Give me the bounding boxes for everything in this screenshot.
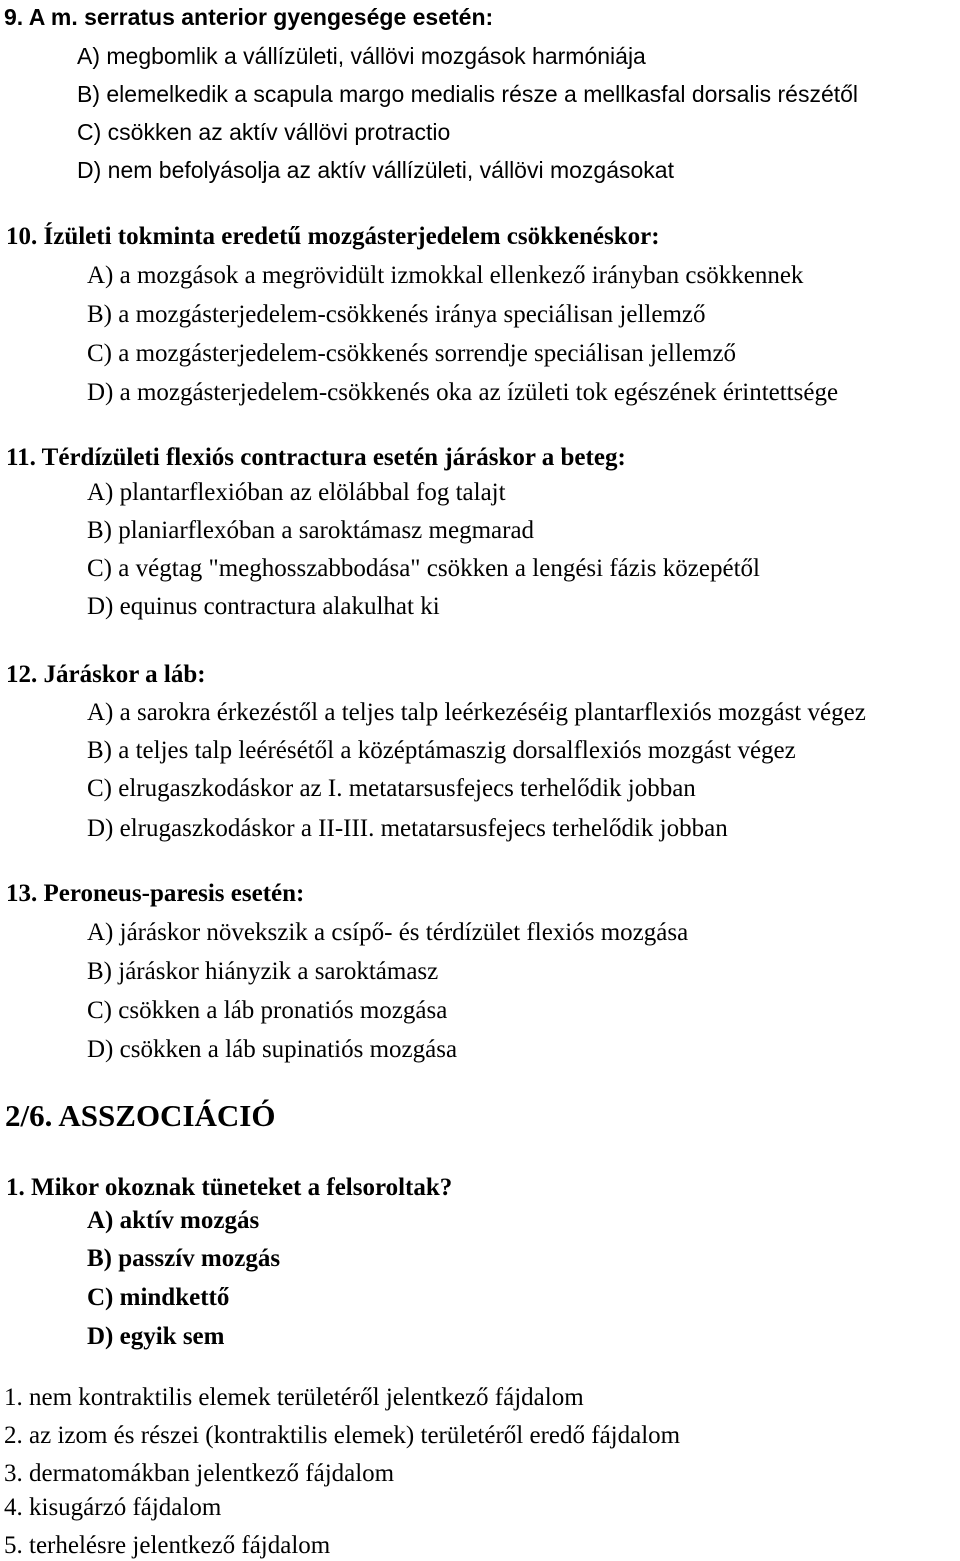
question-9-option-b: B) elemelkedik a scapula margo medialis része a mellkasfal dorsalis részétől [77, 81, 859, 107]
question-9-title: 9. A m. serratus anterior gyengesége esetén: [4, 4, 494, 30]
question-11-option-d: D) equinus contractura alakulhat ki [87, 593, 440, 620]
question-10-option-b: B) a mozgásterjedelem-csökkenés iránya speciálisan jellemző [87, 301, 706, 328]
question-10-option-c: C) a mozgásterjedelem-csökkenés sorrendje speciálisan jellemző [87, 340, 737, 367]
association-1-title: 1. Mikor okoznak tüneteket a felsoroltak? [6, 1174, 453, 1201]
question-12-option-c: C) elrugaszkodáskor az I. metatarsusfejecs terhelődik jobban [87, 775, 696, 802]
association-1-item: 5. terhelésre jelentkező fájdalom [4, 1532, 331, 1559]
question-12-title: 12. Járáskor a láb: [6, 661, 206, 688]
question-13-option-c: C) csökken a láb pronatiós mozgása [87, 997, 448, 1024]
question-13-title: 13. Peroneus-paresis esetén: [6, 880, 305, 907]
association-1-item: 3. dermatomákban jelentkező fájdalom [4, 1460, 395, 1487]
question-10-option-a: A) a mozgások a megrövidült izmokkal ellenkező irányban csökkennek [87, 262, 804, 289]
question-11-option-a: A) plantarflexióban az elölábbal fog talajt [87, 479, 506, 506]
question-12-option-b: B) a teljes talp leérésétől a középtámaszig dorsalflexiós mozgást végez [87, 737, 796, 764]
association-1-item: 1. nem kontraktilis elemek területéről jelentkező fájdalom [4, 1384, 584, 1411]
question-10-option-d: D) a mozgásterjedelem-csökkenés oka az ízületi tok egészének érintettsége [87, 379, 839, 406]
question-9-option-c: C) csökken az aktív vállövi protractio [77, 119, 451, 145]
association-1-item: 2. az izom és részei (kontraktilis elemek) területéről eredő fájdalom [4, 1422, 681, 1449]
question-11-option-b: B) planiarflexóban a saroktámasz megmarad [87, 517, 535, 544]
question-13-option-b: B) járáskor hiányzik a saroktámasz [87, 958, 439, 985]
association-1-option-b: B) passzív mozgás [87, 1245, 281, 1272]
association-1-option-a: A) aktív mozgás [87, 1207, 260, 1234]
question-9-option-d: D) nem befolyásolja az aktív vállízületi, vállövi mozgásokat [77, 157, 674, 183]
question-11-title: 11. Térdízületi flexiós contractura esetén járáskor a beteg: [6, 444, 626, 471]
question-12-option-a: A) a sarokra érkezéstől a teljes talp leérkezéséig plantarflexiós mozgást végez [87, 699, 866, 726]
association-1-option-d: D) egyik sem [87, 1323, 225, 1350]
question-9-option-a: A) megbomlik a vállízületi, vállövi mozgások harmóniája [77, 43, 646, 69]
section-heading: 2/6. ASSZOCIÁCIÓ [5, 1098, 276, 1133]
association-1-option-c: C) mindkettő [87, 1284, 230, 1311]
question-11-option-c: C) a végtag "meghosszabbodása" csökken a lengési fázis közepétől [87, 555, 760, 582]
association-1-item: 4. kisugárzó fájdalom [4, 1494, 222, 1521]
question-10-title: 10. Ízületi tokminta eredetű mozgásterjedelem csökkenéskor: [6, 223, 660, 250]
question-13-option-a: A) járáskor növekszik a csípő- és térdízület flexiós mozgása [87, 919, 689, 946]
question-12-option-d: D) elrugaszkodáskor a II-III. metatarsusfejecs terhelődik jobban [87, 815, 728, 842]
question-13-option-d: D) csökken a láb supinatiós mozgása [87, 1036, 458, 1063]
